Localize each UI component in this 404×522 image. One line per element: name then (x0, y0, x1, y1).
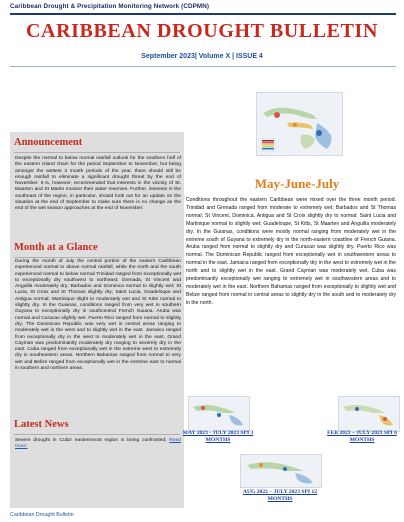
news-heading: Latest News (14, 419, 69, 430)
issue-line: September 2023| Volume X | ISSUE 4 (141, 53, 263, 60)
glance-heading: Month at a Glance (14, 242, 98, 253)
glance-divider (14, 257, 180, 258)
title-divider (10, 66, 396, 67)
spi3-map-image (189, 397, 249, 431)
news-text (15, 438, 181, 451)
spi6-map (338, 396, 400, 432)
caribbean-map-image (257, 93, 342, 155)
spi12-caption[interactable]: AUG 2022 – JULY 2023 SPI 12 MONTHS (242, 489, 318, 502)
announcement-text: Despite the normal to below normal rainfall outlook for the southern half of the eastern island chain for the period September to November, but being amongst the wettest 3 month periods of the year, there should still be enough rainfall to eliminate a significant drought threat by the end of November. It is, however, recommended that interests in the vicinity of St. Maarten and St Martin monitor their water reserves. Further, interests in the southeast of the region, in particular, should look out for an update on the situation at the end of September to make sure there is no change as the end of the wet season approaches at the end of November. (15, 156, 181, 212)
glance-text: During the month of July the central portion of the eastern Caribbean experienced normal to above normal rainfall, while the north and the south experienced normal to below normal Trinidad ranged from exceptionally wet to exceptionally dry southwest to northeast; Grenada, St Vincent and Anguilla moderately dry; Barbados and Dominica normal to slightly wet; St Lucia, St Croix and St Thomas slightly dry; Saint Lucia, Guadeloupe and Antigua normal; Martinique slight to moderately wet and St Kitts normal to slightly dry. In the Guianas, conditions ranged from very wet in southern Guyana to exceptionally dry in southcentral French Guiana. Aruba was normal and Curacao slightly wet. Puerto Rico ranged from normal to slightly dry; The Dominican Republic was very wet in central areas ranging to moderately wet in the west and to slightly wet in the east. Jamaica ranged from exceptionally dry in the west to moderately wet in the east. Grand Cayman was predominantly moderately dry ranging to severely dry in the east. Cuba ranged from exceptionally wet in the extreme west to extremely dry in southeastern areas. Northern Bahamas ranged from normal to very wet and Belize ranged from exceptionally wet in the extreme east to normal in southern and northern areas. (15, 259, 181, 372)
page-title: CARIBBEAN DROUGHT BULLETIN (26, 20, 378, 42)
spi3-caption[interactable]: MAY 2023 - JULY 2023 SPI 3 MONTHS (182, 430, 254, 443)
news-summary: Severe drought in Cuba' easternmost region is being confronted; (15, 438, 167, 443)
spi6-caption[interactable]: FEB 2023 – JULY 2023 SPI 6 MONTHS (327, 430, 397, 443)
network-name: Caribbean Drought & Precipitation Monitoring Network (CDPMN) (10, 3, 210, 10)
spi3-map (188, 396, 250, 432)
spi6-map-image (339, 397, 399, 431)
sidebar-panel (10, 132, 184, 508)
section-heading-may-june-july: May-June-July (254, 176, 340, 191)
main-body-text: Conditions throughout the eastern Caribbean were mixed over the three month period. Trinidad and Grenada ranged from moderate to extremely wet; Barbados and St Thomas normal; St Vincent, Dominica, Antigua and St Croix slightly dry to normal; Saint Lucia and Martinique normal to slightly wet; Guadeloupe, St Kitts, St Maarten and Anguilla moderately dry. In the Guianas, conditions were mostly normal ranging from moderately wet in the extreme south of Guyana to extremely dry in the north-eastern coastline of French Guiana. Aruba ranged from normal to slightly dry and Curacao was slightly dry. Puerto Rico was normal. The Dominican Republic ranged from exceptionally wet in southwestern areas to normal in the east. Jamaica ranged from exceptionally dry in the west to extremely wet in the north and to slightly wet in the east. Grand Cayman was moderately wet. Cuba was predominantly exceptionally wet ranging to extremely wet in southwestern areas and to moderately wet in the east. Northern Bahamas ranged from exceptionally to slightly wet and Belize ranged from normal in central areas to slightly dry in the south and to moderately dry in the north. (186, 197, 396, 306)
announcement-divider (14, 152, 180, 153)
announcement-heading: Announcement (14, 137, 83, 148)
read-more-link[interactable]: Read more: (15, 438, 181, 450)
news-divider (14, 434, 180, 435)
spi-map-main (256, 92, 343, 156)
footer-text: Caribbean Drought Bulletin (10, 512, 74, 518)
spi12-map (240, 454, 322, 488)
spi12-map-image (241, 455, 321, 487)
